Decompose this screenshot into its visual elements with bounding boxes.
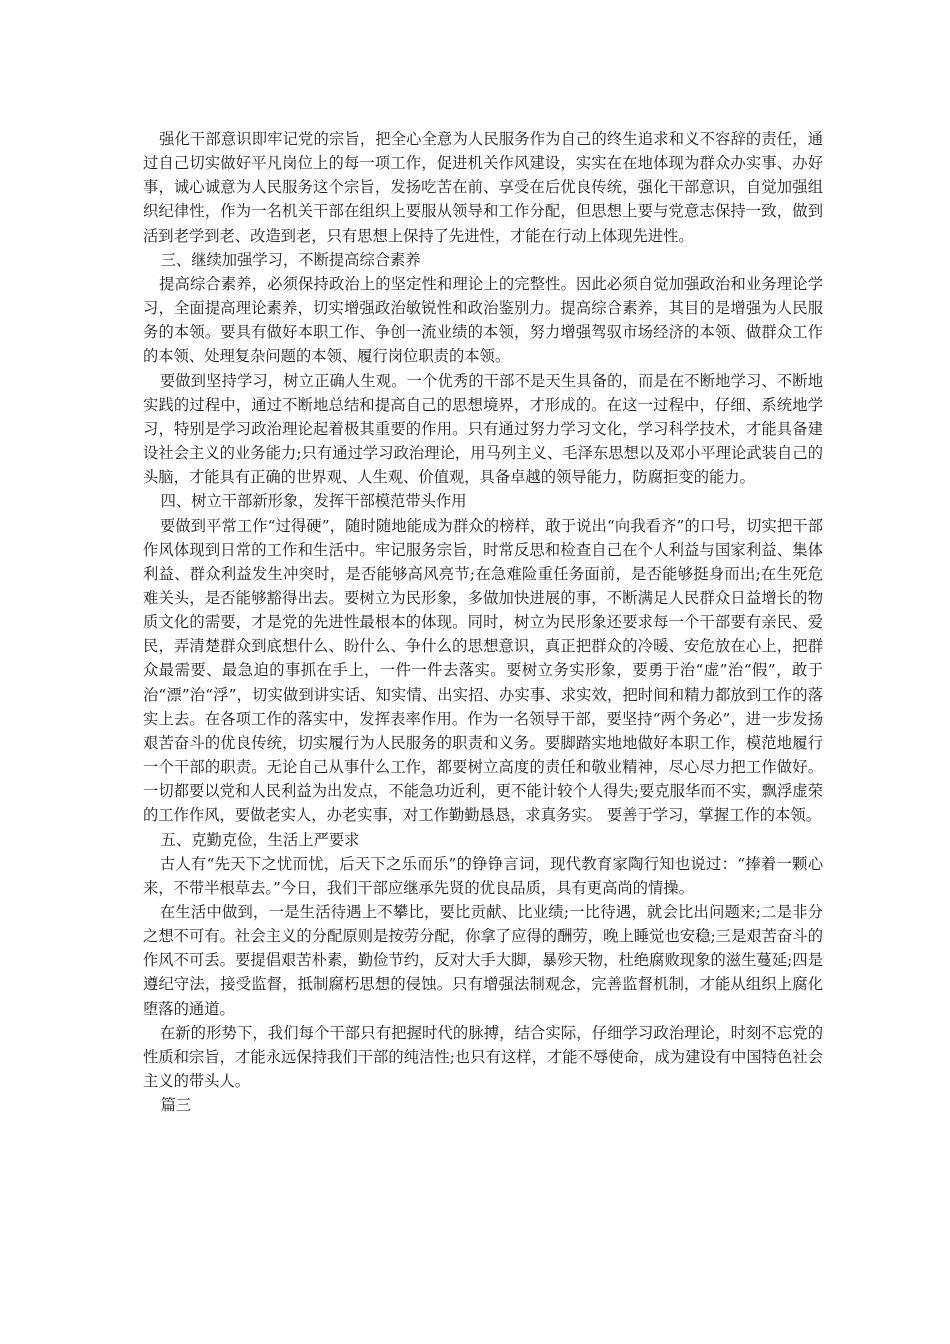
paragraph-keep-learning: 要做到坚持学习，树立正确人生观。一个优秀的干部不是天生具备的，而是在不断地学习、不断地实践的过程中，通过不断地总结和提高自己的思想境界，才形成的。在这一过程中，仔细、系统地学习，特别是学习政治理论起着极其重要的作用。只有通过努力学习文化，学习科学技术，才能具备建设社会主义的业务能力;只有通过学习政治理论，用马列主义、毛泽东思想以及邓小平理论武装自己的头脑，才能具有正确的世界观、人生观、价值观，具备卓越的领导能力，防腐拒变的能力。 bbox=[143, 371, 823, 487]
section-heading-3: 三、继续加强学习，不断提高综合素养 bbox=[160, 250, 421, 269]
paragraph-new-image: 要做到平常工作“过得硬”，随时随地能成为群众的榜样，敢于说出“向我看齐”的口号，切实把干部作风体现到日常的工作和生活中。牢记服务宗旨，时常反思和检查自己在个人利益与国家利益、集体利益、群众利益发生冲突时，是否能够高风亮节;在急难险重任务面前，是否能够挺身而出;在生死危难关头，是否能够豁得出去。要树立为民形象，多做加快进展的事，不断满足人民群众日益增长的物质文化的需要，才是党的先进性最根本的体现。同时，树立为民形象还要求每一个干部要有亲民、爱民，弄清楚群众到底想什么、盼什么、争什么的思想意识，真正把群众的冷暖、安危放在心上，把群众最需要、最急迫的事抓在手上，一件一件去落实。要树立务实形象，要勇于治“虚”治“假”，敢于治“漂”治“浮”，切实做到讲实话、知实情、出实招、办实事、求实效，把时间和精力都放到工作的落实上去。在各项工作的落实中，发挥表率作用。作为一名领导干部，要坚持“两个务必”，进一步发扬艰苦奋斗的优良传统，切实履行为人民服务的职责和义务。要脚踏实地地做好本职工作，模范地履行一个干部的职责。无论自己从事什么工作，都要树立高度的责任和敬业精神，尽心尽力把工作做好。一切都要以党和人民利益为出发点，不能急功近利，更不能计较个人得失;要克服华而不实，飘浮虚荣的工作作风，要做老实人，办老实事，对工作勤勤恳恳，求真务实。 要善于学习，掌握工作的本领。 bbox=[143, 516, 823, 825]
paragraph-new-situation: 在新的形势下，我们每个干部只有把握时代的脉搏，结合实际，仔细学习政治理论，时刻不忘党的性质和宗旨，才能永远保持我们干部的纯洁性;也只有这样，才能不辱使命，成为建设有中国特色社会主义的带头人。 bbox=[143, 1023, 823, 1091]
section-heading-part-3: 篇三 bbox=[160, 1096, 192, 1115]
paragraph-party-purpose: 强化干部意识即牢记党的宗旨，把全心全意为人民服务作为自己的终生追求和义不容辞的责任，通过自己切实做好平凡岗位上的每一项工作，促进机关作风建设，实实在在地体现为群众办实事、办好事，诚心诚意为人民服务这个宗旨，发扬吃苦在前、享受在后优良传统，强化干部意识，自觉加强组织纪律性，作为一名机关干部在组织上要服从领导和工作分配，但思想上要与党意志保持一致，做到活到老学到老、改造到老，只有思想上保持了先进性，才能在行动上体现先进性。 bbox=[143, 130, 823, 245]
paragraph-life-conduct: 在生活中做到，一是生活待遇上不攀比，要比贡献、比业绩;一比待遇，就会比出问题来;二是非分之想不可有。社会主义的分配原则是按劳分配，你拿了应得的酬劳，晚上睡觉也安稳;三是艰苦奋斗的作风不可丢。要提倡艰苦朴素，勤俭节约，反对大手大脚，暴殄天物，杜绝腐败现象的滋生蔓延;四是遵纪守法，接受监督，抵制腐朽思想的侵蚀。只有增强法制观念，完善监督机制，才能从组织上腐化堕落的通道。 bbox=[143, 903, 823, 1018]
section-heading-5: 五、克勤克俭，生活上严要求 bbox=[160, 830, 360, 849]
section-heading-4: 四、树立干部新形象，发挥干部模范带头作用 bbox=[160, 492, 467, 511]
paragraph-comprehensive-quality: 提高综合素养，必须保持政治上的坚定性和理论上的完整性。因此必须自觉加强政治和业务理论学习，全面提高理论素养，切实增强政治敏锐性和政治鉴别力。提高综合素养，其目的是增强为人民服务的本领。要具有做好本职工作、争创一流业绩的本领，努力增强驾驭市场经济的本领、做群众工作的本领、处理复杂问题的本领、履行岗位职责的本领。 bbox=[143, 274, 823, 366]
paragraph-ancient-saying: 古人有“先天下之忧而忧，后天下之乐而乐”的铮铮言词，现代教育家陶行知也说过：“捧着一颗心来，不带半根草去。”今日，我们干部应继承先贤的优良品质，具有更高尚的情操。 bbox=[143, 854, 823, 897]
document-body bbox=[143, 127, 823, 1117]
